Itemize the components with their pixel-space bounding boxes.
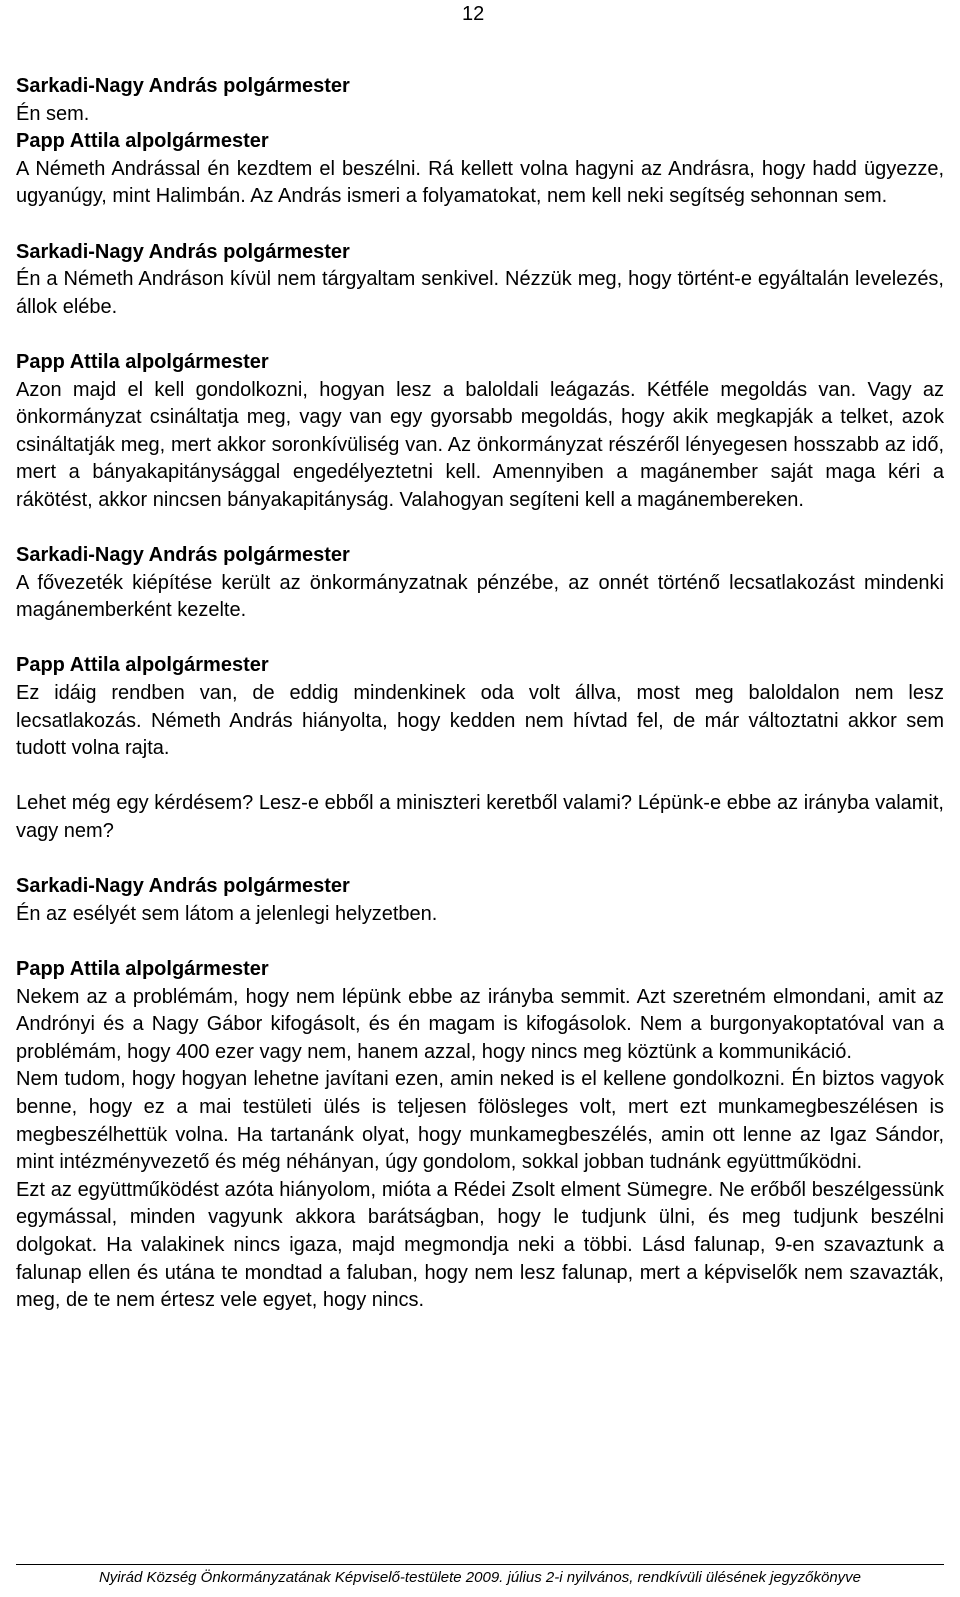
speech-text: Ezt az együttműködést azóta hiányolom, mióta a Rédei Zsolt elment Sümegre. Ne erőből beszélgessünk egymással, minden vagyunk akkora barátságban, hogy le tudjunk ülni, és meg tudjunk beszélni dolgokat. Ha valakinek nincs igaza, majd megmondja neki a többi. Lásd falunap, 9-en szavaztunk a falunap ellen és utána te mondtad a faluban, hogy nem lesz falunap, mert a képviselők nem szavazták, meg, de te nem értesz vele egyet, hogy nincs. bbox=[16, 1178, 944, 1312]
speech-block bbox=[16, 790, 944, 845]
speech-text: Én az esélyét sem látom a jelenlegi helyzetben. bbox=[16, 902, 438, 925]
page-footer: Nyirád Község Önkormányzatának Képviselő-testülete 2009. július 2-i nyilvános, rendkívüli ülésének jegyzőkönyve bbox=[98, 1569, 862, 1586]
speaker-name: Papp Attila alpolgármester bbox=[16, 130, 269, 153]
speaker-name: Sarkadi-Nagy András polgármester bbox=[16, 875, 350, 898]
spacer bbox=[16, 625, 944, 653]
speaker-name: Sarkadi-Nagy András polgármester bbox=[16, 544, 350, 567]
speech-block bbox=[16, 956, 944, 1315]
speech-text: Én sem. bbox=[16, 102, 90, 125]
speech-block bbox=[16, 652, 944, 762]
spacer bbox=[16, 928, 944, 956]
speech-block bbox=[16, 349, 944, 515]
speaker-name: Papp Attila alpolgármester bbox=[16, 958, 269, 980]
speech-text: Azon majd el kell gondolkozni, hogyan lesz a baloldali leágazás. Kétféle megoldás van. Vagy az önkormányzat csináltatja meg, vagy van egy gyorsabb megoldás, hogy akik megkapják a telket, azok csináltatják meg, mert akkor soronkívüliség van. Az önkormányzat részéről lényegesen hosszabb az idő, mert a bányakapitánysággal engedélyeztetni kell. Amennyiben a magánember saját maga kéri a rákötést, akkor nincsen bányakapitányság. Valahogyan segíteni kell a magánembereken. bbox=[16, 378, 944, 511]
page-number: 12 bbox=[462, 3, 485, 25]
speaker-name: Papp Attila alpolgármester bbox=[16, 350, 269, 373]
speech-block bbox=[16, 73, 944, 128]
speaker-name: Papp Attila alpolgármester bbox=[16, 654, 269, 677]
speech-text: Ez idáig rendben van, de eddig mindenkinek oda volt állva, most meg baloldalon nem lesz lecsatlakozás. Németh András hiányolta, hogy kedden nem hívtad fel, de már változtatni akkor sem tudott volna rajta. bbox=[16, 682, 944, 760]
speaker-name: Sarkadi-Nagy András polgármester bbox=[16, 240, 350, 263]
speaker-name: Sarkadi-Nagy András polgármester bbox=[16, 75, 350, 97]
speech-text: Nem tudom, hogy hogyan lehetne javítani ezen, amin neked is el kellene gondolkozni. Én biztos vagyok benne, hogy ez a mai testületi ülés is teljesen fölösleges volt, mert ezt munkamegbeszélésen is megbeszélhettük volna. Ha tartanánk olyat, hogy munkamegbeszélés, amin ott lenne az Igaz Sándor, mint intézményvezető és még néhányan, úgy gondolom, sokkal jobban tudnánk együttműködni. bbox=[16, 1068, 944, 1174]
speech-block bbox=[16, 128, 944, 211]
spacer bbox=[16, 321, 944, 349]
footer-divider bbox=[16, 1564, 944, 1565]
spacer bbox=[16, 763, 944, 791]
speech-text: Én a Németh Andráson kívül nem tárgyaltam senkivel. Nézzük meg, hogy történt-e egyáltalán levelezés, állok elébe. bbox=[16, 268, 944, 318]
speech-text: Nekem az a problémám, hogy nem lépünk ebbe az irányba semmit. Azt szeretném elmondani, amit az Andrónyi és a Nagy Gábor kifogásolt, és én magam is kifogásolok. Nem a burgonyakoptatóval van a problémám, hogy 400 ezer vagy nem, hanem azzal, hogy nincs meg köztünk a kommunikáció. bbox=[16, 985, 944, 1063]
speech-text: A fővezeték kiépítése került az önkormányzatnak pénzébe, az onnét történő lecsatlakozást mindenki magánemberként kezelte. bbox=[16, 571, 944, 622]
speech-text: Lehet még egy kérdésem? Lesz-e ebből a miniszteri keretből valami? Lépünk-e ebbe az irányba valamit, vagy nem? bbox=[16, 792, 944, 843]
document-body bbox=[16, 73, 944, 1315]
spacer bbox=[16, 846, 944, 874]
speech-block bbox=[16, 873, 944, 928]
speech-block bbox=[16, 239, 944, 322]
speech-text: A Németh Andrással én kezdtem el beszélni. Rá kellett volna hagyni az Andrásra, hogy hadd ügyezze, ugyanúgy, mint Halimbán. Az András ismeri a folyamatokat, nem kell neki segítség sehonnan sem. bbox=[16, 157, 944, 208]
spacer bbox=[16, 515, 944, 543]
spacer bbox=[16, 211, 944, 239]
speech-block bbox=[16, 542, 944, 625]
